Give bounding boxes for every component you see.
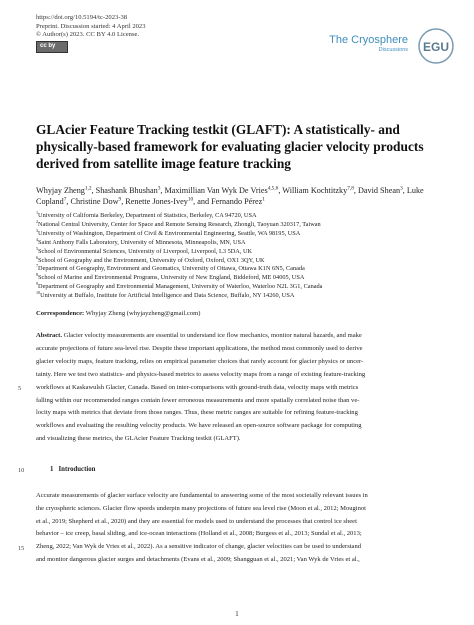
author-affiliation-marker: 3 xyxy=(400,185,403,192)
affiliation-number: 1 xyxy=(36,209,39,215)
copyright-line: © Author(s) 2023. CC BY 4.0 License. xyxy=(36,31,140,39)
affiliation-item xyxy=(36,292,456,301)
affiliation-number: 9 xyxy=(36,281,39,287)
author-name: Christine Dow xyxy=(70,196,119,206)
affiliation-number: 7 xyxy=(36,263,39,269)
affiliation-text: National Central University, Center for Space and Remote Sensing Research, Zhongli, Taoyuan 320317, Taiwan xyxy=(38,220,321,228)
abstract-line: falling within our recommended ranges contain fewer erroneous measurements and more spatially correlated noise than ve- xyxy=(36,396,360,404)
affiliation-text: Saint Anthony Falls Laboratory, University of Minnesota, Minneapolis, MN, USA xyxy=(38,238,246,246)
title-line: physically-based framework for evaluating glacier velocity products xyxy=(36,139,424,154)
author-name: Renette Jones-Ivey xyxy=(125,196,188,206)
affiliation-item xyxy=(36,236,456,248)
affiliation-text: University at Buffalo, Institute for Artificial Intelligence and Data Science, Buffalo, NY 14260, USA xyxy=(40,292,295,300)
affiliation-number: 5 xyxy=(36,245,39,251)
affiliation-item xyxy=(36,218,456,230)
affiliation-number: 3 xyxy=(36,227,39,233)
author-name: Maximillian Van Wyk De Vries xyxy=(164,186,268,195)
author-affiliation-marker: 7,8 xyxy=(347,185,354,192)
affiliation-text: School of Marine and Environmental Programs, University of New England, Biddeford, ME 04005, USA xyxy=(38,274,305,282)
author-name: Fernando Pérez xyxy=(211,196,263,206)
section-number: 1 xyxy=(50,466,54,473)
author-name: David Shean xyxy=(358,186,401,195)
affiliation-text: University of California Berkeley, Department of Statistics, Berkeley, CA 94720, USA xyxy=(38,212,257,219)
abstract-line: and visualizing these metrics, the GLAcier Feature Tracking testkit (GLAFT). xyxy=(36,435,241,443)
author-affiliation-marker: 1 xyxy=(262,195,265,202)
author-affiliation-marker: 7 xyxy=(63,195,67,202)
author-affiliation-marker: 4,5,6 xyxy=(267,185,279,192)
preprint-header xyxy=(36,14,146,56)
author-affiliation-marker: 10 xyxy=(187,195,194,202)
author-list: Whyjay Zheng$^{1,2}$, Shashank Bhushan$^3$, Maximillian Van Wyk De Vries$^{4,5,6}$, William Kochtitzky$^{7,8}$, David Shean$^3$, Luke Copland$^7$, Christine Dow$^9$, Renette Jones-Ivey$^{10}$, and Fernando Pérez$^1$ xyxy=(36,185,424,206)
affiliation-item xyxy=(36,209,456,221)
intro-line: et al., 2019; Shepherd et al., 2020) and they are essential for models used to understand the processes that control ice sheet xyxy=(36,517,357,525)
introduction-body xyxy=(36,490,446,567)
affiliation-text: University of Washington, Department of Civil & Environmental Engineering, Seattle, WA 98195, USA xyxy=(38,229,301,237)
abstract-line: accurate projections of future sea-level rise. Despite these important applications, the method most commonly used to derive xyxy=(36,344,363,352)
affiliation-number: 10 xyxy=(36,290,41,296)
affiliation-text: Department of Geography, Environment and Geomatics, University of Ottawa, Ottawa K1N 6N5, Canada xyxy=(38,265,305,273)
affiliation-item xyxy=(36,274,456,283)
line-number: 10 xyxy=(18,467,25,474)
affiliation-text: School of Geography and the Environment, University of Oxford, Oxford, OX1 3QY, UK xyxy=(38,256,265,264)
affiliation-text: Department of Geography and Environmental Management, University of Waterloo, Waterloo N2L 3G1, Canada xyxy=(38,283,323,291)
title-line: derived from satellite image feature tracking xyxy=(36,156,291,171)
journal-logo xyxy=(329,34,408,53)
intro-line: Zheng, 2022; Van Wyk de Vries et al., 2022). As a sensitive indicator of change, glacier velocities can be used to understand xyxy=(36,543,362,551)
author-name: Luke Copland xyxy=(36,186,424,206)
abstract-line: workflows and evaluating the resulting velocity products. We have released an open-source software package for computing xyxy=(36,422,362,430)
egu-logo-text: EGU xyxy=(422,40,450,54)
paper-title xyxy=(36,121,446,172)
affiliation-number: 6 xyxy=(36,254,39,260)
intro-line: behavior – ice creep, basal sliding, and ice-ocean interactions (Holland et al., 2008; Burgess et al., 2013; Sundal et al., 2013; xyxy=(36,530,362,538)
author-affiliation-marker: 9 xyxy=(118,195,122,202)
affiliation-item xyxy=(36,283,456,292)
intro-line: and monitor dangerous glacier surges and detachments (Evans et al., 2009; Shangguan et al., 2021; Van Wyk de Vries et al., xyxy=(36,555,360,563)
author-affiliation-marker: 3 xyxy=(157,185,161,192)
affiliation-number: 2 xyxy=(36,218,39,224)
author-name: William Kochtitzky xyxy=(282,186,348,195)
correspondence-label: Correspondence: xyxy=(36,310,85,317)
doi-link[interactable]: https://doi.org/10.5194/tc-2023-38 xyxy=(36,14,128,21)
preprint-date: Preprint. Discussion started: 4 April 2023 xyxy=(36,22,146,30)
abstract-line: Glacier velocity measurements are essential to understand ice flow mechanics, monitor natural hazards, and make xyxy=(63,332,362,339)
journal-subtitle: Discussions xyxy=(378,47,408,53)
correspondence xyxy=(36,310,200,317)
page-number: 1 xyxy=(235,611,239,618)
section-heading xyxy=(50,466,95,473)
abstract-line: workflows at Kaskawulsh Glacier, Canada. Based on inter-comparisons with ground-truth data, velocity maps with metrics xyxy=(36,383,359,391)
affiliation-list xyxy=(36,209,456,301)
correspondence-text: Whyjay Zheng (whyjayzheng@gmail.com) xyxy=(85,310,201,317)
intro-line: Accurate measurements of glacier surface velocity are fundamental to answering some of the most societally relevant issues in xyxy=(36,492,368,499)
line-number: 5 xyxy=(18,385,22,392)
author-affiliation-marker: 1,2 xyxy=(84,185,92,192)
abstract-line: locity maps with metrics that deviate from those ranges. Thus, these metric ranges are suitable for refining feature-tracking xyxy=(36,409,358,417)
egu-logo-icon xyxy=(416,26,456,66)
line-number: 15 xyxy=(18,545,25,552)
journal-name: The Cryosphere xyxy=(329,34,408,46)
cc-by-license-icon xyxy=(36,41,68,53)
affiliation-item xyxy=(36,265,456,274)
author-name: Whyjay Zheng xyxy=(36,186,85,195)
affiliation-number: 8 xyxy=(36,272,39,278)
affiliation-number: 4 xyxy=(36,236,39,242)
intro-line: the cryospheric sciences. Glacier flow speeds underpin many projections of future sea level rise (Moon et al., 2012; Mouginot xyxy=(36,504,366,512)
abstract-line: tainty. Here we test two statistics- and physics-based metrics to assess velocity maps from a range of existing feature-tracking xyxy=(36,370,366,378)
abstract xyxy=(36,330,446,446)
cc-badge-text: cc by xyxy=(40,42,56,49)
abstract-label: Abstract. xyxy=(36,332,62,339)
affiliation-text: School of Environmental Sciences, University of Liverpool, Liverpool, L3 5DA, UK xyxy=(38,247,253,255)
abstract-line: glacier velocity maps, feature tracking, relies on empirical parameter choices that rarely account for glacier physics or uncer- xyxy=(36,357,364,365)
title-line: GLAcier Feature Tracking testkit (GLAFT): A statistically- and xyxy=(36,122,400,137)
author-name: Shashank Bhushan xyxy=(95,186,158,195)
affiliation-item xyxy=(36,227,456,239)
section-title: Introduction xyxy=(58,466,96,473)
